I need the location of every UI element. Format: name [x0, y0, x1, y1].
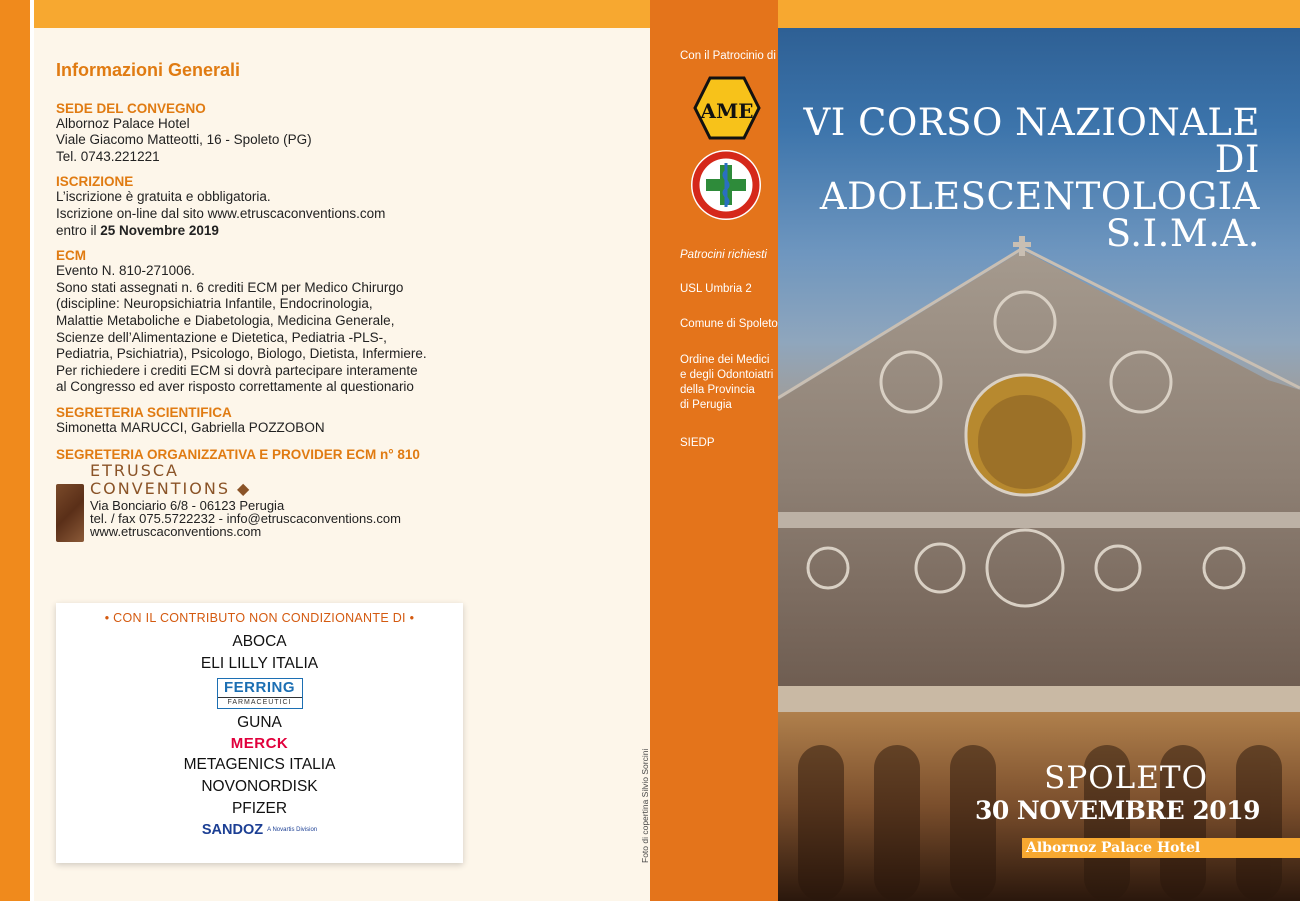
segreteria-scientifica-section	[56, 405, 496, 437]
event-date: 30 NOVEMBRE 2019	[974, 796, 1260, 825]
sponsors-title: • CON IL CONTRIBUTO NON CONDIZIONANTE DI •	[104, 611, 415, 625]
photo-credit-text: Foto di copertina Silvio Sorcini	[640, 748, 650, 863]
text-line: Pediatria, Psichiatria), Psicologo, Biologo, Dietista, Infermiere.	[56, 346, 427, 362]
sponsor-aboca: ABOCA	[232, 633, 287, 650]
venue-label: Albornoz Palace Hotel	[1022, 839, 1300, 858]
page-title: Informazioni Generali	[56, 60, 241, 80]
patrocinio-label: Con il Patrocinio di	[680, 50, 776, 62]
sponsor-metagenics: METAGENICS ITALIA	[183, 756, 336, 773]
merck-logo: MERCK	[230, 735, 289, 752]
text-line: (discipline: Neuropsichiatria Infantile, Endocrinologia,	[56, 296, 373, 312]
sandoz-name: SANDOZ	[201, 822, 264, 838]
sede-section	[56, 101, 496, 166]
etrusca-brand	[90, 462, 251, 498]
siedp-item: SIEDP	[680, 437, 715, 449]
sandoz-logo	[56, 820, 463, 840]
city-label: SPOLETO	[1044, 760, 1208, 796]
ferring-name: FERRING	[224, 679, 295, 696]
text-line: al Congresso ed aver risposto correttamente al questionario	[56, 379, 414, 395]
deadline-line	[56, 223, 496, 240]
sponsor-eli-lilly: ELI LILLY ITALIA	[200, 655, 319, 672]
ordine-line: Ordine dei Medici	[680, 354, 770, 366]
cover-panel	[778, 0, 1300, 901]
ferring-logo	[217, 678, 303, 709]
section-title: ECM	[56, 248, 86, 264]
isde-logo	[690, 149, 762, 221]
ordine-line: e degli Odontoiatri	[680, 369, 774, 381]
section-title: SEDE DEL CONVEGNO	[56, 100, 206, 116]
ordine-line: della Provincia	[680, 384, 755, 396]
section-title: SEGRETERIA SCIENTIFICA	[56, 404, 232, 420]
deadline-date: 25 Novembre 2019	[100, 222, 219, 238]
iscrizione-section	[56, 174, 496, 239]
etrusca-logo-block	[56, 460, 496, 552]
address-line: Via Bonciario 6/8 - 06123 Perugia	[90, 497, 285, 513]
usl-umbria-item: USL Umbria 2	[680, 283, 752, 295]
text-line: Malattie Metaboliche e Diabetologia, Medicina Generale,	[56, 312, 395, 328]
left-orange-strip	[0, 0, 34, 901]
text-line: Iscrizione on-line dal sito www.etruscaconventions.com	[56, 205, 386, 221]
text-line: Tel. 0743.221221	[56, 148, 160, 164]
photo-credit	[640, 740, 650, 870]
sponsors-box	[56, 603, 463, 863]
ame-logo	[693, 76, 761, 140]
patrocini-richiesti-label: Patrocini richiesti	[680, 249, 767, 261]
sponsor-pfizer: PFIZER	[231, 800, 288, 817]
left-top-bar	[34, 0, 650, 28]
deadline-prefix: entro il	[56, 222, 101, 238]
sponsor-guna: GUNA	[237, 714, 282, 731]
comune-spoleto-item: Comune di Spoleto	[680, 318, 778, 330]
address-line: tel. / fax 075.5722232 - info@etruscaconventions.com	[90, 510, 401, 526]
text-line: Evento N. 810-271006.	[56, 263, 195, 279]
text-line: Albornoz Palace Hotel	[56, 115, 190, 131]
ordine-medici-item	[680, 353, 773, 413]
website-line[interactable]: www.etruscaconventions.com	[90, 523, 262, 539]
ame-logo-text: AME	[700, 99, 754, 123]
course-title	[778, 101, 1260, 255]
text-line: L’iscrizione è gratuita e obbligatoria.	[56, 189, 271, 205]
text-line: Sono stati assegnati n. 6 crediti ECM per Medico Chirurgo	[56, 279, 404, 295]
etrusca-address	[90, 499, 401, 538]
segreteria-org-section	[56, 447, 496, 552]
text-line: Viale Giacomo Matteotti, 16 - Spoleto (PG)	[56, 132, 312, 148]
title-line: DI ADOLESCENTOLOGIA	[819, 138, 1260, 218]
text-line: Simonetta MARUCCI, Gabriella POZZOBON	[56, 419, 325, 435]
sponsor-novonordisk: NOVONORDISK	[201, 778, 318, 795]
general-info	[56, 62, 496, 561]
section-title: ISCRIZIONE	[56, 174, 134, 190]
title-line: VI CORSO NAZIONALE	[803, 101, 1260, 144]
text-line: Per richiedere i crediti ECM si dovrà partecipare interamente	[56, 362, 418, 378]
ordine-line: di Perugia	[680, 399, 732, 411]
left-strip-divider	[30, 0, 34, 901]
ecm-section	[56, 248, 496, 396]
sandoz-sub: A Novartis Division	[267, 827, 318, 833]
section-title: SEGRETERIA ORGANIZZATIVA E PROVIDER ECM n° 810	[56, 446, 420, 462]
etrusca-head-logo	[56, 484, 84, 542]
ferring-sub: FARMACEUTICI	[218, 697, 302, 708]
title-line: S.I.M.A.	[1105, 212, 1260, 255]
text-line: Scienze dell’Alimentazione e Dietetica, Pediatria -PLS-,	[56, 329, 387, 345]
brand-line: CONVENTIONS ◆	[90, 478, 252, 498]
brand-line: ETRUSCA	[90, 460, 179, 480]
